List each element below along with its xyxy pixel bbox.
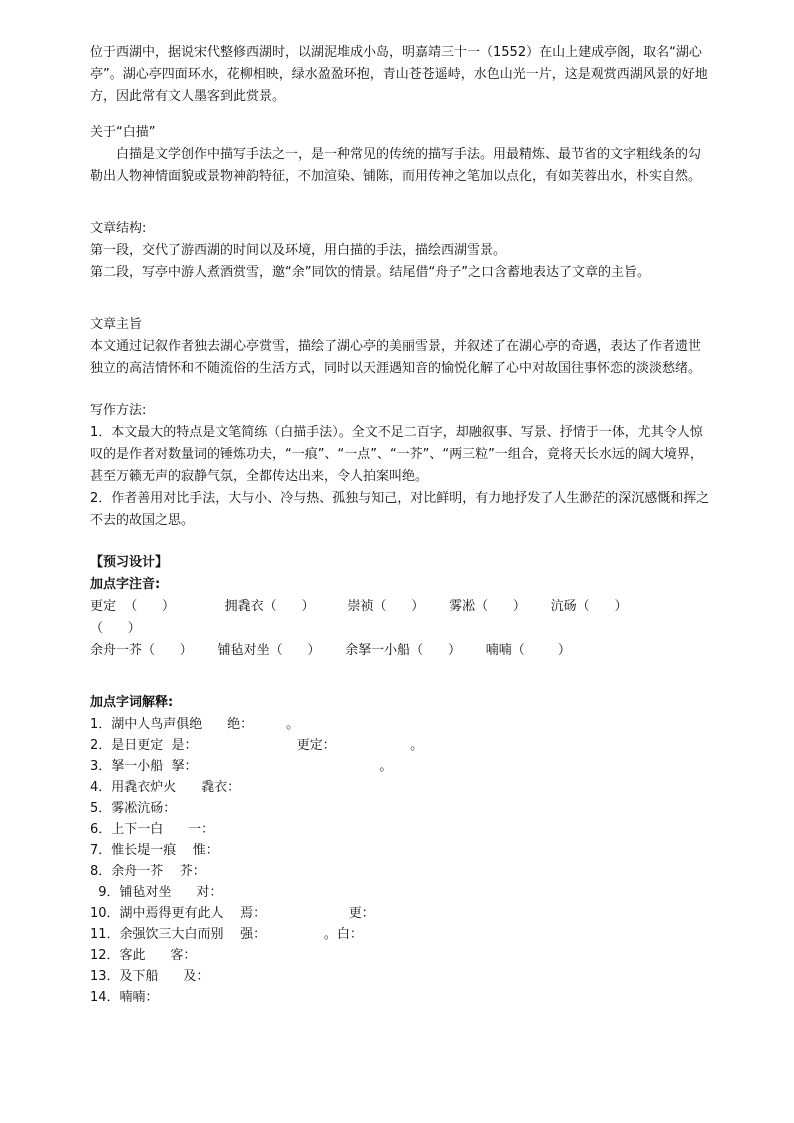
vocab-item: 13．及下船 及： <box>90 969 210 984</box>
pinyin-row-1: 更定 （ ） 拥毳衣（ ） 崇祯（ ） 雾凇（ ） 沆砀（ ） <box>90 599 628 614</box>
method-heading: 写作方法: <box>90 403 147 418</box>
structure-line-2: 第二段，写亭中游人煮酒赏雪，邀“余”同饮的情景。结尾借“舟子”之口含蓄地表达了文章的主旨。 <box>90 265 650 280</box>
pinyin-row-2: 余舟一芥（ ） 铺毡对坐（ ） 余拏一小船（ ） 喃喃（ ） <box>90 643 571 658</box>
pinyin-heading: 加点字注音: <box>90 577 161 592</box>
baimiao-heading: 关于“白描” <box>90 125 156 140</box>
vocab-item: 7．惟长堤一痕 惟： <box>90 843 219 858</box>
structure-heading: 文章结构: <box>90 221 147 236</box>
baimiao-paragraph: 白描是文学创作中描写手法之一，是一种常见的传统的描写手法。用最精炼、最节省的文字粗线条的勾勒出人物神情面貌或景物神韵特征，不加渲染、铺陈，而用传神之笔加以点化，有如芙蓉出水，朴实自然。 <box>90 147 702 184</box>
vocab-item: 3．拏一小船 拏： 。 <box>90 759 393 774</box>
vocab-item: 4．用毳衣炉火 毳衣： <box>90 780 241 795</box>
vocab-item: 14．喃喃： <box>90 990 159 1005</box>
vocab-heading: 加点字词解释: <box>90 695 174 710</box>
pinyin-row-1-wrap: （ ） <box>90 621 141 636</box>
intro-paragraph: 位于西湖中，据说宋代整修西湖时，以湖泥堆成小岛，明嘉靖三十一（1552）在山上建成亭阁，取名“湖心亭”。湖心亭四面环水，花柳相映，绿水盈盈环抱，青山苍苍遥峙，水色山光一片，这是观赏西湖风景的好地方，因此常有文人墨客到此赏景。 <box>90 45 708 104</box>
preview-heading: 【预习设计】 <box>90 555 169 570</box>
document-body <box>90 42 710 1008</box>
vocab-item: 5．雾凇沆砀： <box>90 801 177 816</box>
vocab-item: 10．湖中焉得更有此人 焉： 更： <box>90 906 375 921</box>
vocab-item: 1．湖中人鸟声俱绝 绝： 。 <box>90 717 300 732</box>
vocab-item: 11．余强饮三大白而别 强： 。白： <box>90 927 363 942</box>
vocab-item: 12．客此 客： <box>90 948 197 963</box>
method-item-1: 1．本文最大的特点是文笔简练（白描手法）。全文不足二百字，却融叙事、写景、抒情于一体，尤其令人惊叹的是作者对数量词的锤炼功夫，“一痕”、“一点”、“一芥”、“两三粒”一组合，竟将天长水远的阔大境界，甚至万籁无声的寂静气氛，全都传达出来，令人拍案叫绝。 <box>90 425 703 484</box>
method-item-2: 2．作者善用对比手法，大与小、冷与热、孤独与知己，对比鲜明，有力地抒发了人生渺茫的深沉感慨和挥之不去的故国之思。 <box>90 491 710 528</box>
structure-line-1: 第一段，交代了游西湖的时间以及环境，用白描的手法，描绘西湖雪景。 <box>90 243 507 258</box>
vocab-item: 6．上下一白 一： <box>90 822 215 837</box>
vocab-item: 8．余舟一芥 芥： <box>90 864 206 879</box>
theme-paragraph: 本文通过记叙作者独去湖心亭赏雪，描绘了湖心亭的美丽雪景，并叙述了在湖心亭的奇遇，表达了作者遗世独立的高洁情怀和不随流俗的生活方式，同时以天涯遇知音的愉悦化解了心中对故国往事怀恋的淡淡愁绪。 <box>90 339 702 376</box>
vocab-item: 2．是日更定 是： 更定： 。 <box>90 738 424 753</box>
vocab-item: 9．铺毡对坐 对： <box>90 885 223 900</box>
vocab-list <box>90 714 710 1008</box>
theme-heading: 文章主旨 <box>90 317 143 332</box>
